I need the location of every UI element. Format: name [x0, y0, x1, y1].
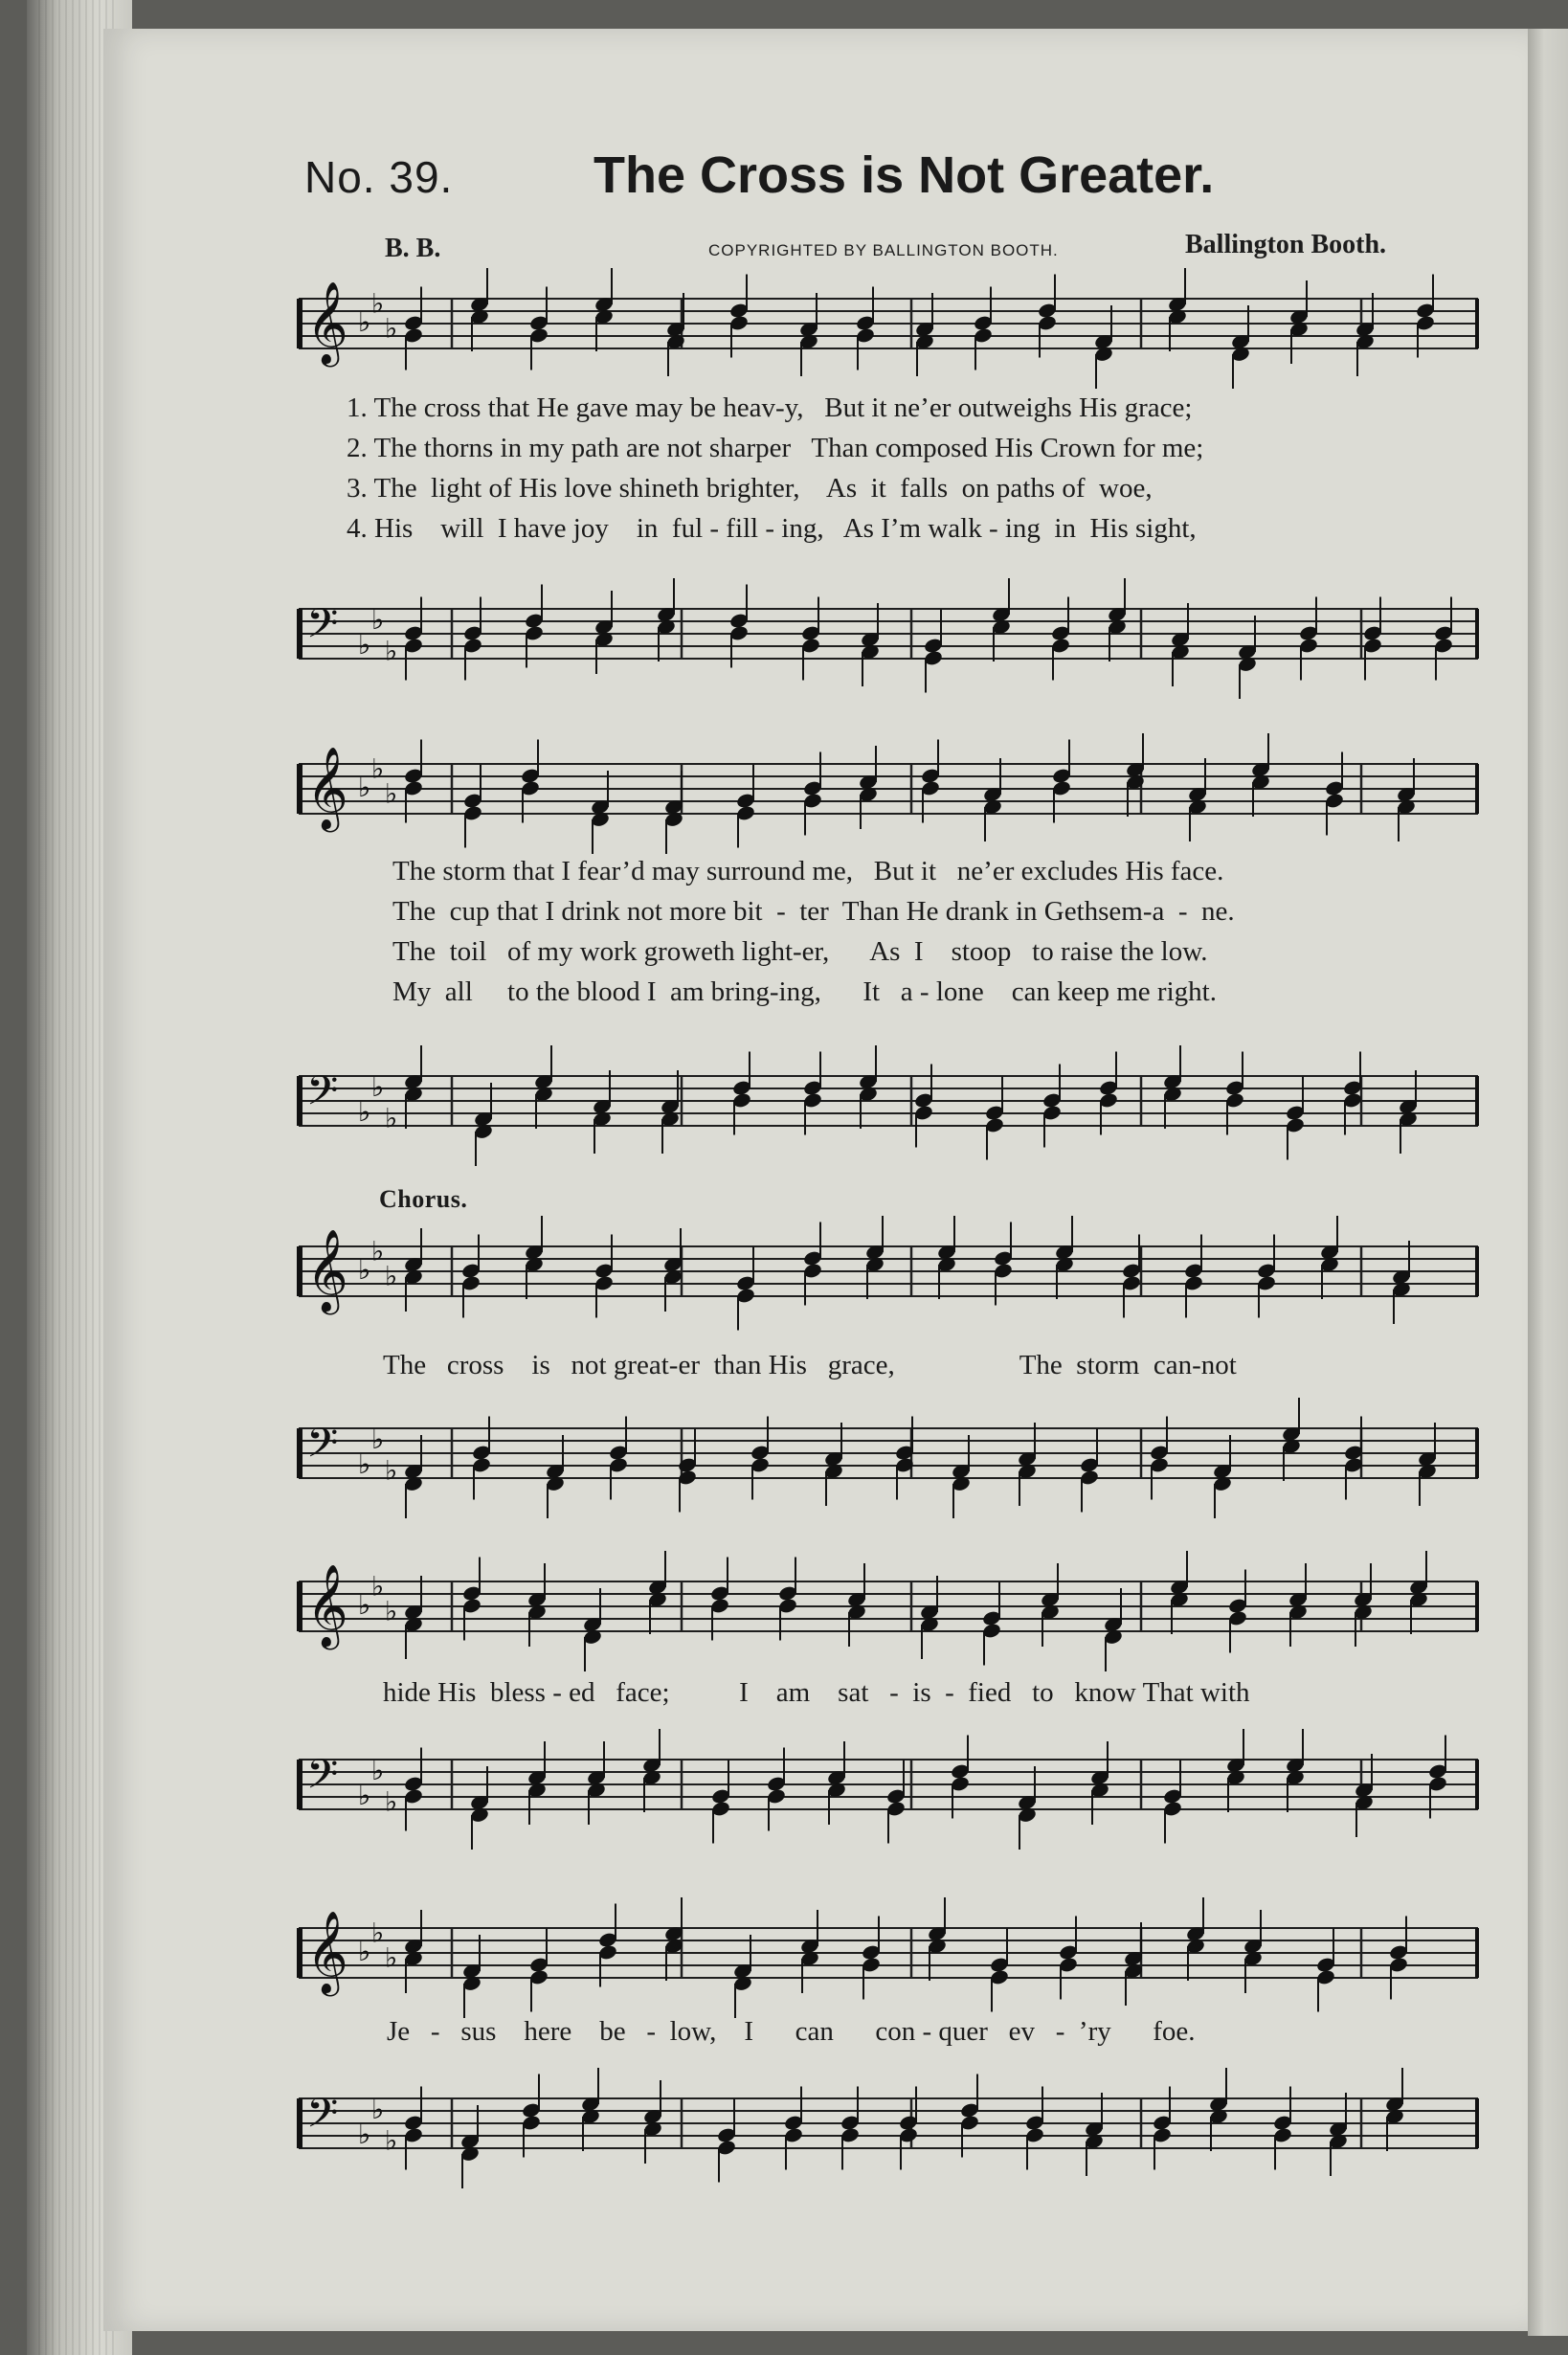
flat-sign-icon: ♭	[371, 1424, 385, 1455]
flat-sign-icon: ♭	[371, 1235, 385, 1267]
treble-clef-icon: 𝄞	[306, 747, 348, 829]
bass-staff-system-1	[299, 597, 1478, 684]
bass-clef-icon: 𝄢	[306, 1420, 339, 1477]
chorus-lyric-3: Je - sus here be - low, I can con - quer ev - ’ry foe.	[387, 2016, 1196, 2047]
verse-line-3a: 3. The light of His love shineth brighter, As it falls on paths of woe,	[347, 473, 1153, 504]
treble-staff-chorus-3	[299, 1911, 1478, 2003]
flat-sign-icon: ♭	[385, 1102, 398, 1134]
treble-staff-system-1	[299, 281, 1478, 373]
flat-sign-icon: ♭	[371, 752, 385, 785]
flat-sign-icon: ♭	[371, 1570, 385, 1603]
flat-sign-icon: ♭	[385, 777, 398, 810]
flat-sign-icon: ♭	[358, 1780, 371, 1811]
verse-line-1b: The storm that I fear’d may surround me, But it ne’er excludes His face.	[392, 856, 1224, 886]
flat-sign-icon: ♭	[371, 1071, 385, 1103]
flat-sign-icon: ♭	[371, 2094, 385, 2125]
chorus-lyric-1: The cross is not great-er than His grace, The storm can-not	[383, 1350, 1237, 1380]
flat-sign-icon: ♭	[371, 604, 385, 636]
treble-staff-chorus-1	[299, 1229, 1478, 1321]
flat-sign-icon: ♭	[385, 1941, 398, 1974]
flat-sign-icon: ♭	[358, 2119, 371, 2150]
flat-sign-icon: ♭	[385, 2124, 398, 2157]
verse-line-2b: The cup that I drink not more bit - ter Than He drank in Gethsem-a - ne.	[392, 896, 1235, 927]
next-page-edge	[1528, 29, 1568, 2336]
hymn-title: The Cross is Not Greater.	[594, 146, 1215, 204]
flat-sign-icon: ♭	[358, 1254, 371, 1286]
flat-sign-icon: ♭	[358, 1096, 371, 1128]
verse-line-1a: 1. The cross that He gave may be heav-y, But it ne’er outweighs His grace;	[347, 392, 1193, 423]
verse-line-2a: 2. The thorns in my path are not sharper Than composed His Crown for me;	[347, 433, 1204, 463]
verse-line-4b: My all to the blood I am bring-ing, It a - lone can keep me right.	[392, 976, 1217, 1007]
flat-sign-icon: ♭	[358, 629, 371, 661]
flat-sign-icon: ♭	[358, 772, 371, 803]
author-initials: B. B.	[385, 234, 441, 263]
flat-sign-icon: ♭	[385, 1454, 398, 1487]
flat-sign-icon: ♭	[385, 1260, 398, 1292]
bass-clef-icon: 𝄢	[306, 1067, 339, 1125]
hymn-header	[0, 0, 1568, 278]
bass-staff-chorus-1	[299, 1417, 1478, 1503]
flat-sign-icon: ♭	[358, 1589, 371, 1621]
flat-sign-icon: ♭	[371, 1917, 385, 1949]
composer-name: Ballington Booth.	[1185, 230, 1387, 259]
bass-staff-chorus-2	[299, 1748, 1478, 1834]
flat-sign-icon: ♭	[358, 1448, 371, 1480]
flat-sign-icon: ♭	[385, 1595, 398, 1627]
copyright-notice: COPYRIGHTED BY BALLINGTON BOOTH.	[708, 241, 1059, 259]
flat-sign-icon: ♭	[358, 306, 371, 338]
flat-sign-icon: ♭	[385, 1785, 398, 1818]
chorus-lyric-2: hide His bless - ed face; I am sat - is - fied to know That with	[383, 1677, 1250, 1708]
verse-line-4a: 4. His will I have joy in ful - fill - ing, As I’m walk - ing in His sight,	[347, 513, 1197, 544]
flat-sign-icon: ♭	[371, 287, 385, 320]
flat-sign-icon: ♭	[385, 312, 398, 345]
flat-sign-icon: ♭	[371, 1755, 385, 1786]
bass-clef-icon: 𝄢	[306, 2090, 339, 2147]
bass-staff-chorus-3	[299, 2087, 1478, 2173]
treble-staff-system-2	[299, 747, 1478, 839]
treble-clef-icon: 𝄞	[306, 1911, 348, 1993]
chorus-label: Chorus.	[379, 1185, 468, 1213]
verse-line-3b: The toil of my work groweth light-er, As I stoop to raise the low.	[392, 936, 1208, 967]
treble-clef-icon: 𝄞	[306, 1564, 348, 1647]
flat-sign-icon: ♭	[385, 635, 398, 667]
treble-clef-icon: 𝄞	[306, 281, 348, 364]
bass-staff-system-2	[299, 1065, 1478, 1151]
bass-clef-icon: 𝄢	[306, 600, 339, 658]
treble-staff-chorus-2	[299, 1564, 1478, 1656]
hymn-number: No. 39.	[304, 152, 454, 202]
bass-clef-icon: 𝄢	[306, 1751, 339, 1808]
flat-sign-icon: ♭	[358, 1936, 371, 1967]
treble-clef-icon: 𝄞	[306, 1229, 348, 1312]
